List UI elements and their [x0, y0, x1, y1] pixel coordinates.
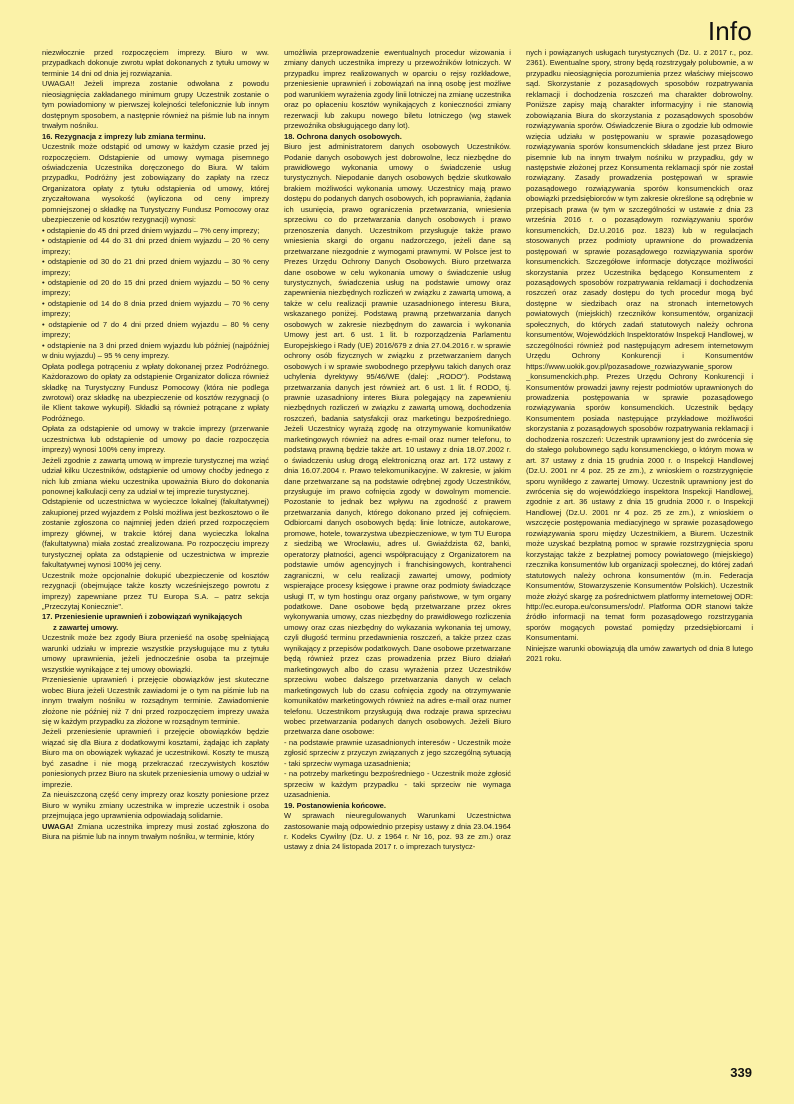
text-column-center [284, 48, 511, 1048]
paragraph: UWAGA!! Jeżeli impreza zostanie odwołana z powodu nieosiągnięcia zakładanego minimum grupy Uczestnik zostanie o tym powiadomiony w pierwszej kolejności telefonicznie lub innym dostępnym sposobem, a następnie również na piśmie lub na innym trwałym nośniku. [42, 79, 269, 131]
text-column-left [42, 48, 269, 1048]
paragraph: Opłata podlega potrąceniu z wpłaty dokonanej przez Podróżnego. Każdorazowo do opłaty za odstąpienie Organizator dolicza również składkę na Turystyczny Fundusz Pomocowy (która nie podlega zwrotowi) oraz składkę na ubezpieczenie od kosztów rezygnacji (o ile Klient takowe wykupił). Składki są również potrącane z wpłaty Podróżnego. [42, 361, 269, 423]
paragraph: Jeżeli przeniesienie uprawnień i przejęcie obowiązków będzie wiązać się dla Biura z dodatkowymi kosztami, żądając ich zapłaty Biuro ma on obowiązek wykazać je uczestnikowi. Koszty te muszą być zasadne i nie mogą przekraczać rzeczywistych kosztów poniesionych przez Biuro na skutek przeniesienia umowy o udział w imprezie. [42, 727, 269, 789]
paragraph: - na podstawie prawnie uzasadnionych interesów - Uczestnik może zgłosić sprzeciw z przyczyn związanych z jego szczególną sytuacją - taki sprzeciw wymaga uzasadnienia; [284, 737, 511, 768]
text-columns-container [42, 48, 754, 1048]
page-number: 339 [730, 1065, 752, 1080]
paragraph: Opłata za odstąpienie od umowy w trakcie imprezy (przerwanie uczestnictwa lub odstąpienie od umowy po dacie rozpoczęcia imprezy) wynosi 100% ceny imprezy. [42, 424, 269, 455]
page-title: Info [707, 16, 752, 46]
paragraph: Przeniesienie uprawnień i przejęcie obowiązków jest skuteczne wobec Biura jeżeli Uczestnik zawiadomi je o tym na piśmie lub na innym trwałym nośniku w rozsądnym terminie. Zawiadomienie złożone nie później niż 7 dni przed rozpoczęciem imprezy uważa się w każdym przypadku za złożone w rozsądnym terminie. [42, 675, 269, 726]
section-heading: 18. Ochrona danych osobowych. [284, 131, 402, 141]
paragraph: Za nieuiszczoną część ceny imprezy oraz koszty poniesione przez Biuro w wyniku zmiany uczestnika w imprezie uczestnik i osoba przejmująca jego uprawnienia odpowiadają solidarnie. [42, 790, 269, 821]
paragraph: Niniejsze warunki obowiązują dla umów zawartych od dnia 8 lutego 2021 roku. [526, 643, 753, 664]
text-column-right [526, 48, 753, 1048]
section-heading: 16. Rezygnacja z imprezy lub zmiana terminu. [42, 131, 206, 141]
paragraph: Jeżeli zgodnie z zawartą umową w imprezie turystycznej ma wziąć udział kilku Uczestników, odstąpienie od umowy choćby jednego z nich lub zmiana wieku uczestnika upoważnia Biuro do dokonania ponownej kalkulacji ceny za udział w tej imprezie turystycznej. [42, 455, 269, 497]
paragraph: - na potrzeby marketingu bezpośredniego - Uczestnik może zgłosić sprzeciw w każdym przypadku - taki sprzeciw nie wymaga uzasadnienia. [284, 769, 511, 800]
bullet-item: • odstąpienie od 20 do 15 dni przed dniem wyjazdu – 50 % ceny imprezy; [42, 277, 269, 298]
paragraph: Uczestnik może opcjonalnie dokupić ubezpieczenie od kosztów rezygnacji (obejmujące także koszty wcześniejszego powrotu z imprezy) zapewniane przez TU Europa S.A. – patrz sekcja „Przeczytaj Koniecznie". [42, 570, 269, 612]
paragraph: W sprawach nieuregulowanych Warunkami Uczestnictwa zastosowanie mają odpowiednio przepisy ustawy z dnia 23.04.1964 r. Kodeks Cywilny (Dz. U. z 1964 r. Nr 16, poz. 93 ze zm.) oraz ustawy z dnia 24 listopada 2017 r. o imprezach turystycz- [284, 811, 511, 852]
emphasis-label: UWAGA! [42, 821, 74, 831]
bullet-item: • odstąpienie do 45 dni przed dniem wyjazdu – 7% ceny imprezy; [42, 225, 260, 235]
paragraph: nych i powiązanych usługach turystycznych (Dz. U. z 2017 r., poz. 2361). Ewentualne spory, strony będą rozstrzygały polubownie, a w przypadku nieosiągnięcia porozumienia przez właściwy miejscowo sąd. Skorzystanie z pozasądowych sposobów rozpatrywania reklamacji i dochodzenia roszczeń ma charakter dobrowolny. Poniższe zapisy mają charakter informacyjny i nie stanowią zobowiązania Biura do skorzystania z pozasądowych sposobów rozwiązywania sporów. Oświadczenie Biura o zgodzie lub odmowie wzięcia udziału w postępowaniu w sprawie pozasądowego rozwiązywania sporów konsumenckich składane jest przez Biuro pisemnie lub na innym trwałym nośniku w przypadku, gdy w następstwie złożonej przez Konsumenta reklamacji spór nie został rozwiązany. Zasady prowadzenia postępowań w sprawie pozasądowego rozwiązywania sporów konsumenckich oraz obowiązki przedsiębiorców w tym zakresie określone są odrębnie w przepisach prawa (w tym w szczególności w ustawie z dnia 23 września 2016 r. o pozasądowym rozwiązywaniu sporów konsumenckich, Dz.U.2016 poz. 1823) lub w regulacjach stosowanych przez podmioty uprawnione do prowadzenia postępowań w sprawie pozasądowego rozwiązywania sporów konsumenckich. Szczegółowe informacje dotyczące możliwości skorzystania przez Uczestnika będącego Konsumentem z pozasądowych sposobów rozpatrywania reklamacji i dochodzenia roszczeń oraz zasady dostępu do tych procedur mogą być dostępne w siedzibach oraz na stronach internetowych powiatowych (miejskich) rzeczników konsumentów, organizacji społecznych, do których zadań statutowych należy ochrona konsumentów, Wojewódzkich Inspektoratów Inspekcji Handlowej, w szczególności również pod następującym adresem internetowym Urzędu Ochrony Konkurencji i Konsumentów https://www.uokik.gov.pl/pozasadowe_rozwiazywanie_sporow _konsumenckich.php. Prezes Urzędu Ochrony Konkurencji i Konsumentów prowadzi jawny rejestr podmiotów uprawnionych do prowadzenia postępowania w sprawie pozasądowego rozwiązywania sporów konsumenckich. Uczestnik będący Konsumentem posiada następujące przykładowe możliwości skorzystania z pozasądowych sposobów rozpatrywania reklamacji i dochodzenia roszczeń: Uczestnik uprawniony jest do zwrócenia się do stałego polubownego sądu konsumenckiego, o którym mowa w art. 37 ustawy z dnia 15 grudnia 2000 r. o Inspekcji Handlowej (Dz.U. 2001 nr 4 poz. 25 ze zm.), z wnioskiem o rozstrzygnięcie sporu wynikłego z zawartej Umowy. Uczestnik uprawniony jest do zwrócenia się do wojewódzkiego inspektora Inspekcji Handlowej, zgodnie z art. 36 ustawy z dnia 15 grudnia 2000 r. o Inspekcji Handlowej (Dz.U. 2001 nr 4 poz. 25 ze zm.), z wnioskiem o wszczęcie postępowania mediacyjnego w sprawie pozasądowego rozwiązywania sporu między Uczestnikiem, a Biurem. Uczestnik może uzyskać bezpłatną pomoc w sprawie rozstrzygnięcia sporu korzystając także z bezpłatnej pomocy powiatowego (miejskiego) rzecznika konsumentów lub organizacji społecznej, do której zadań statutowych należy ochrona konsumentów (m.in. Federacja Konsumentów, Stowarzyszenie Konsumentów Polskich). Uczestnik może złożyć skargę za pośrednictwem platformy internetowej ODR: http://ec.europa.eu/consumers/odr/. Platforma ODR stanowi także źródło informacji na temat form pozasądowego rozstrzygania sporów mogących powstać pomiędzy przedsiębiorcami i Konsumentami. [526, 48, 753, 643]
paragraph: Uczestnik może bez zgody Biura przenieść na osobę spełniającą warunki udziału w imprezie wszystkie przysługujące mu z tytułu umowy uprawnienia, jeżeli jednocześnie osoba ta przejmuje wszystkie wynikające z tej umowy obowiązki. [42, 633, 269, 674]
bullet-item: • odstąpienie od 44 do 31 dni przed dniem wyjazdu – 20 % ceny imprezy; [42, 236, 269, 256]
section-heading: 17. Przeniesienie uprawnień i zobowiązań wynikających [42, 612, 243, 622]
bullet-item: • odstąpienie na 3 dni przed dniem wyjazdu lub później (najpóźniej w dniu wyjazdu) – 95 % ceny imprezy. [42, 340, 269, 361]
section-heading: 19. Postanowienia końcowe. [284, 800, 386, 810]
paragraph: niezwłocznie przed rozpoczęciem imprezy. Biuro w ww. przypadkach dokonuje zwrotu wpłat dokonanych z tytułu umowy w terminie 14 dni od dnia jej rozwiązania. [42, 48, 269, 78]
paragraph: umożliwia przeprowadzenie ewentualnych procedur wizowania i zmiany danych uczestnika imprezy u przewoźników lotniczych. W przypadku imprez realizowanych w oparciu o rejsy rozkładowe, przeniesienie uprawnień i zobowiązań na inną osobę jest możliwe pod warunkiem wyrażenia zgody linii lotniczej na zmianę uczestnika oraz po opłaceniu kosztów wynikających z konieczności zmiany rezerwacji lub zakupu nowego biletu lotniczego (wg stawek przewoźnika obsługującego dany lot). [284, 48, 511, 131]
paragraph: Uczestnik może odstąpić od umowy w każdym czasie przed jej rozpoczęciem. Odstąpienie od umowy wymaga pisemnego oświadczenia Uczestnika doręczonego do Biura. W takim przypadku, Podróżny jest zobowiązany do zapłaty na rzecz Organizatora opłaty z tytułu odstąpienia od umowy, której zryczałtowana wysokość (wyliczona od ceny imprezy pomniejszonej o składkę na Turystyczny Fundusz Pomocowy oraz ubezpieczenie od kosztów rezygnacji) wynosi: [42, 142, 269, 225]
paragraph: UWAGA! Zmiana uczestnika imprezy musi zostać zgłoszona do Biura na piśmie lub na innym trwałym nośniku, w terminie, który [42, 821, 269, 841]
bullet-item: • odstąpienie od 30 do 21 dni przed dniem wyjazdu – 30 % ceny imprezy; [42, 257, 269, 277]
section-heading-continuation: z zawartej umowy. [53, 622, 119, 632]
bullet-item: • odstąpienie od 14 do 8 dnia przed dniem wyjazdu – 70 % ceny imprezy; [42, 298, 269, 319]
paragraph: Biuro jest administratorem danych osobowych Uczestników. Podanie danych osobowych jest dobrowolne, lecz niezbędne do prawidłowego wykonania umowy o świadczenie usług turystycznych. Niepodanie danych osobowych będzie skutkowało brakiem możliwości wykonania umowy. Uczestnicy mają prawo dostępu do podanych danych osobowych, ich poprawiania, żądania ich usunięcia, prawo ograniczenia przetwarzania, wniesienia sprzeciwu co do przetwarzania danych osobowych i prawo przenoszenia danych. Uczestnikom przysługuje także prawo wniesienia skargi do organu nadzorczego, jeżeli dane są przetwarzane niezgodnie z wymogami prawnymi. W Polsce jest to Prezes Urzędu Ochrony Danych Osobowych. Biuro przetwarza dane osobowe w celu wykonania umowy o świadczenie usług turystycznych, świadczenia usług na podstawie umowy oraz zapewnienia niezbędnych rozliczeń w związku z zawartą umową, a także w celu realizacji prawnie uzasadnionego interesu Biura, wskazanego poniżej. Podstawą prawną przetwarzania danych osobowych w zakresie niezbędnym do zawarcia i wykonania Umowy jest art. 6 ust. 1 lit. b rozporządzenia Parlamentu Europejskiego i Rady (UE) 2016/679 z dnia 27.04.2016 r. w sprawie ochrony osób fizycznych w związku z przetwarzaniem danych osobowych i w sprawie swobodnego przepływu takich danych oraz uchylenia dyrektywy 95/46/WE (dalej: „RODO"). Podstawą przetwarzania danych jest również art. 6 ust. 1 lit. f RODO, tj. prawnie uzasadniony interes Biura polegający na zapewnieniu niezbędnych rozliczeń w związku z zawartą umową, dochodzenia roszczeń, badania satysfakcji oraz marketingu bezpośredniego. Jeżeli Uczestnicy wyrażą zgodę na otrzymywanie komunikatów marketingowych również na adres e-mail oraz numer telefonu, to podstawą prawną będzie także art. 10 ustawy z dnia 18.07.2002 r. o świadczeniu usług drogą elektroniczną oraz art. 172 ustawy z dnia 16.07.2004 r. Prawo telekomunikacyjne. W zakresie, w jakim dane przetwarzane są na podstawie odrębnej zgody Uczestników, przysługuje im prawo cofnięcia zgody w dowolnym momencie. Pozostanie to jednak bez wpływu na zgodność z prawem przetwarzania danych, którego dokonano przed jej cofnięciem. Odbiorcami danych osobowych będą: linie lotnicze, autokarowe, promowe, hotele, towarzystwa ubezpieczeniowe, w tym TU Europa z siedzibą we Wrocławiu, adres ul. Gwiaździsta 62, banki, operatorzy płatności, agenci współpracujący z Organizatorem na podstawie umów agencyjnych i franchisingowych, kontrahenci zagraniczni, w celu realizacji zawartej umowy, podmioty wspierające procesy księgowe i prawne oraz podmioty świadczące usługi IT, w tym hostingu oraz organy państwowe, w tym organy podatkowe. Dane osobowe będą przetwarzane przez okres wykonywania umowy, czas niezbędny do prawidłowego rozliczenia umowy oraz czas niezbędny do wykazania wykonania tej umowy, czyli długość terminu przedawnienia roszczeń, a także przez czas wynikający z przepisów podatkowych. Dane osobowe przetwarzane będą również przez czas prowadzenia przez Biuro działań marketingowych albo do czasu wyrażenia przez Uczestników sprzeciwu wobec dalszego przetwarzania danych w celach marketingowych lub do czasu cofnięcia zgody na otrzymywanie komunikatów marketingowych również na adres e-mail oraz numer telefonu. Uczestnikom przysługują dwa rodzaje prawa sprzeciwu wobec przetwarzania podanych danych osobowych. Jeżeli Biuro przetwarza dane osobowe: [284, 142, 511, 737]
paragraph: Odstąpienie od uczestnictwa w wycieczce lokalnej (fakultatywnej) zakupionej przed wyjazdem z Polski możliwa jest bezkosztowo o ile zostanie zgłoszona co najmniej jeden dzień przed rozpoczęciem imprezy głównej, w trakcie której dana wycieczka lokalna (fakultatywna) miała zostać zrealizowana. Po rozpoczęciu imprezy turystycznej opłata za odstąpienie od uczestnictwa w imprezie fakultatywnej wynosi 100% jej ceny. [42, 497, 269, 570]
bullet-item: • odstąpienie od 7 do 4 dni przed dniem wyjazdu – 80 % ceny imprezy; [42, 319, 269, 340]
